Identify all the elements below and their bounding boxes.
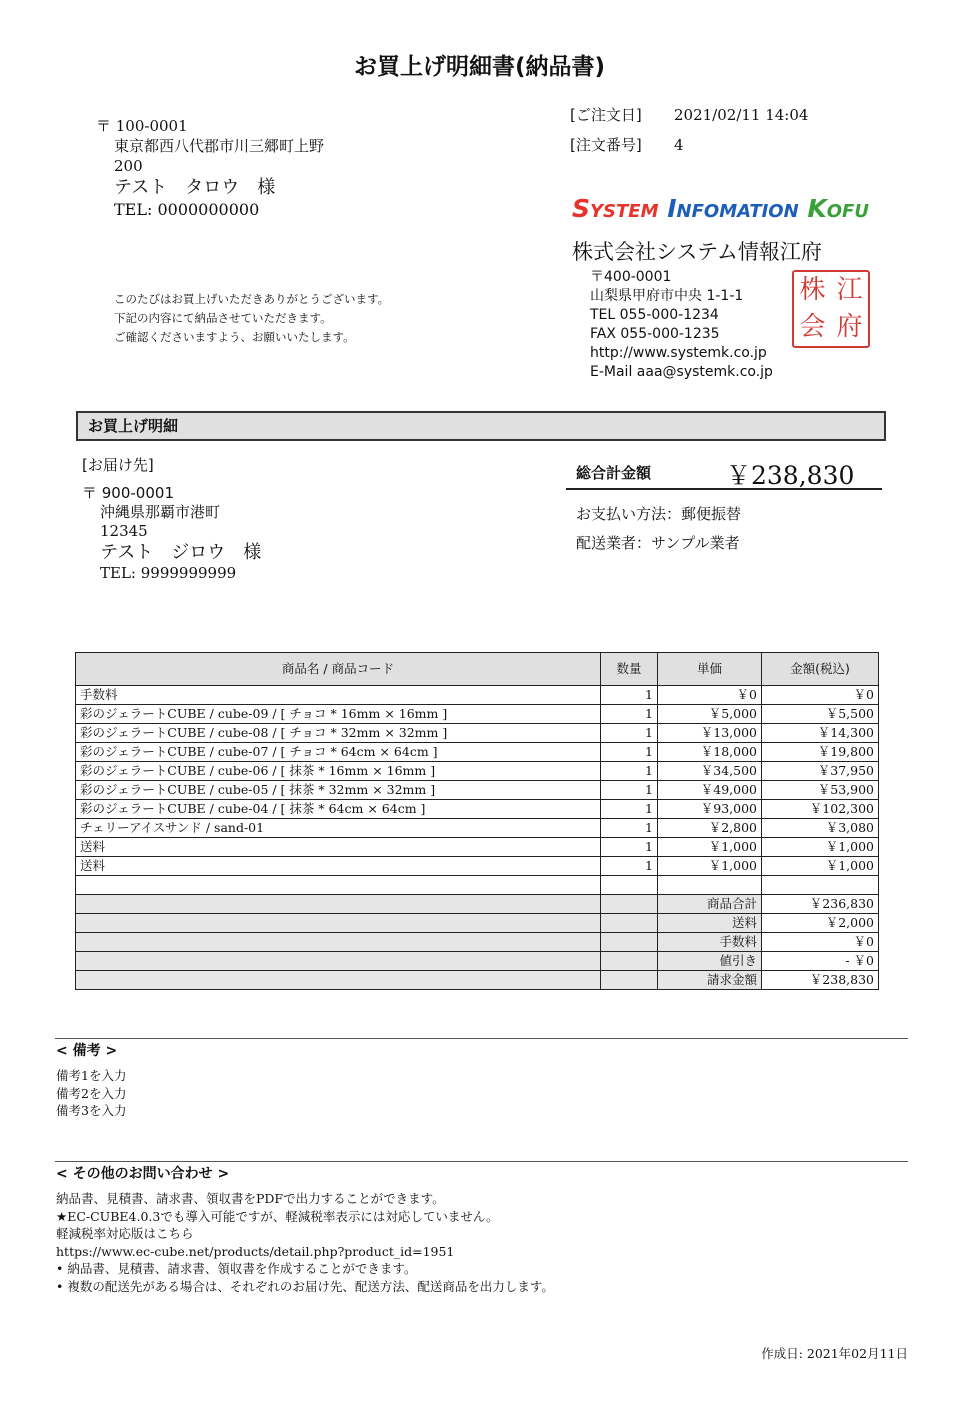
shipping-tel: TEL: 9999999999 xyxy=(100,564,237,582)
company-seal-stamp: 株 江 会 府 xyxy=(792,270,870,348)
quantity-cell: 1 xyxy=(601,857,658,876)
company-address: 山梨県甲府市中央 1-1-1 xyxy=(590,288,744,304)
logo-letter: S xyxy=(572,194,591,223)
table-row xyxy=(76,724,879,743)
amount-cell: ￥14,300 xyxy=(762,724,879,743)
shipping-address-block xyxy=(82,456,261,583)
amount-cell: ￥19,800 xyxy=(762,743,879,762)
order-number-label: [注文番号] xyxy=(570,136,642,154)
grand-total-label: 総合計金額 xyxy=(576,464,652,482)
logo-word: YSTEM xyxy=(590,201,659,222)
customer-postal: 〒 100-0001 xyxy=(96,117,188,135)
customer-address-line2: 200 xyxy=(114,157,143,175)
order-info xyxy=(570,100,808,160)
greeting-line: このたびはお買上げいただきありがとうございます。 xyxy=(114,292,390,306)
item-name-cell: 彩のジェラートCUBE / cube-09 / [ チョコ * 16mm × 16mm ] xyxy=(76,705,601,724)
quantity-cell: 1 xyxy=(601,686,658,705)
shipping-name: テスト ジロウ 様 xyxy=(100,542,262,563)
divider xyxy=(55,1161,908,1162)
summary-label: 手数料 xyxy=(658,933,762,952)
customer-tel: TEL: 0000000000 xyxy=(114,200,260,219)
summary-label: 請求金額 xyxy=(658,971,762,990)
contact-line: 軽減税率対応版はこちら xyxy=(56,1226,194,1241)
table-row xyxy=(76,781,879,800)
contact-link[interactable]: https://www.ec-cube.net/products/detail.php?product_id=1951 xyxy=(56,1243,455,1259)
customer-address-line1: 東京都西八代郡市川三郷町上野 xyxy=(114,137,325,155)
contact-line: • 複数の配送先がある場合は、それぞれのお届け先、配送方法、配送商品を出力します。 xyxy=(56,1278,554,1294)
table-row xyxy=(76,705,879,724)
unit-price-cell: ￥34,500 xyxy=(658,762,762,781)
summary-value: ￥2,000 xyxy=(762,914,879,933)
company-fax: FAX 055-000-1235 xyxy=(590,326,720,342)
summary-value: ￥0 xyxy=(762,933,879,952)
shipping-address-line2: 12345 xyxy=(100,522,148,540)
amount-cell: ￥37,950 xyxy=(762,762,879,781)
amount-cell: ￥53,900 xyxy=(762,781,879,800)
grand-total xyxy=(566,456,882,490)
customer-address-block xyxy=(96,116,324,220)
notes-body xyxy=(56,1067,126,1120)
contact-line: 納品書、見積書、請求書、領収書をPDFで出力することができます。 xyxy=(56,1191,445,1206)
company-tel: TEL 055-000-1234 xyxy=(590,307,719,323)
quantity-cell: 1 xyxy=(601,781,658,800)
greeting-line: ご確認くださいますよう、お願いいたします。 xyxy=(114,330,355,344)
summary-value: ￥236,830 xyxy=(762,895,879,914)
unit-price-cell: ￥0 xyxy=(658,686,762,705)
shipping-label: [お届け先] xyxy=(82,456,154,474)
unit-price-cell: ￥13,000 xyxy=(658,724,762,743)
column-header: 数量 xyxy=(601,653,658,686)
logo-word: OFU xyxy=(826,201,869,222)
item-name-cell: 彩のジェラートCUBE / cube-07 / [ チョコ * 64cm × 64cm ] xyxy=(76,743,601,762)
quantity-cell: 1 xyxy=(601,705,658,724)
quantity-cell: 1 xyxy=(601,743,658,762)
section-header-details xyxy=(76,411,886,441)
summary-row xyxy=(76,933,879,952)
item-name-cell: 彩のジェラートCUBE / cube-08 / [ チョコ * 32mm × 32mm ] xyxy=(76,724,601,743)
table-row xyxy=(76,800,879,819)
summary-label: 商品合計 xyxy=(658,895,762,914)
item-name-cell: 送料 xyxy=(76,838,601,857)
summary-label: 送料 xyxy=(658,914,762,933)
item-name-cell: 彩のジェラートCUBE / cube-05 / [ 抹茶 * 32mm × 32mm ] xyxy=(76,781,601,800)
amount-cell: ￥1,000 xyxy=(762,838,879,857)
logo-letter: K xyxy=(807,194,827,223)
company-postal: 〒400-0001 xyxy=(590,269,672,285)
note-line: 備考2を入力 xyxy=(56,1085,127,1101)
summary-row xyxy=(76,952,879,971)
section-title: お買上げ明細 xyxy=(88,417,179,435)
summary-value: ￥238,830 xyxy=(762,971,879,990)
table-row xyxy=(76,838,879,857)
note-line: 備考1を入力 xyxy=(56,1068,127,1083)
delivery-company: 配送業者：サンプル業者 xyxy=(576,534,740,552)
item-name-cell: 彩のジェラートCUBE / cube-04 / [ 抹茶 * 64cm × 64cm ] xyxy=(76,800,601,819)
quantity-cell: 1 xyxy=(601,819,658,838)
item-name-cell: 手数料 xyxy=(76,686,601,705)
table-row xyxy=(76,762,879,781)
quantity-cell: 1 xyxy=(601,838,658,857)
contact-body xyxy=(56,1190,554,1295)
column-header: 金額(税込) xyxy=(762,653,879,686)
item-name-cell: 送料 xyxy=(76,857,601,876)
divider xyxy=(55,1038,908,1039)
item-name-cell: チェリーアイスサンド / sand-01 xyxy=(76,819,601,838)
contact-line: ★EC-CUBE4.0.3でも導入可能ですが、軽減税率表示には対応していません。 xyxy=(56,1208,499,1224)
unit-price-cell: ￥5,000 xyxy=(658,705,762,724)
table-row xyxy=(76,819,879,838)
table-header-row xyxy=(76,653,879,686)
note-line: 備考3を入力 xyxy=(56,1103,127,1118)
amount-cell: ￥3,080 xyxy=(762,819,879,838)
unit-price-cell: ￥1,000 xyxy=(658,857,762,876)
unit-price-cell: ￥2,800 xyxy=(658,819,762,838)
order-date-label: [ご注文日] xyxy=(570,106,642,124)
unit-price-cell: ￥49,000 xyxy=(658,781,762,800)
payment-delivery-info xyxy=(576,500,741,558)
shipping-address-line1: 沖縄県那覇市港町 xyxy=(100,503,221,521)
grand-total-value: ￥238,830 xyxy=(726,461,855,490)
table-row xyxy=(76,857,879,876)
items-table xyxy=(75,652,879,990)
order-number: 4 xyxy=(674,136,684,154)
quantity-cell: 1 xyxy=(601,800,658,819)
created-date: 作成日: 2021年02月11日 xyxy=(761,1346,908,1361)
summary-label: 値引き xyxy=(658,952,762,971)
customer-name: テスト タロウ 様 xyxy=(114,177,276,198)
item-name-cell: 彩のジェラートCUBE / cube-06 / [ 抹茶 * 16mm × 16mm ] xyxy=(76,762,601,781)
table-row xyxy=(76,743,879,762)
amount-cell: ￥0 xyxy=(762,686,879,705)
amount-cell: ￥5,500 xyxy=(762,705,879,724)
document-title: お買上げ明細書(納品書) xyxy=(353,54,606,80)
order-date: 2021/02/11 14:04 xyxy=(674,106,809,124)
blank-row xyxy=(76,876,879,895)
unit-price-cell: ￥93,000 xyxy=(658,800,762,819)
company-name: 株式会社システム情報江府 xyxy=(572,240,822,264)
amount-cell: ￥102,300 xyxy=(762,800,879,819)
column-header: 単価 xyxy=(658,653,762,686)
summary-row xyxy=(76,895,879,914)
notes-heading: < 備考 > xyxy=(56,1043,118,1059)
amount-cell: ￥1,000 xyxy=(762,857,879,876)
contact-line: • 納品書、見積書、請求書、領収書を作成することができます。 xyxy=(56,1261,417,1276)
logo-letter: I xyxy=(667,194,677,223)
company-url: http://www.systemk.co.jp xyxy=(590,345,767,361)
table-row xyxy=(76,686,879,705)
greeting-message xyxy=(114,290,389,347)
company-contact xyxy=(590,268,773,382)
logo-word: NFOMATION xyxy=(676,201,799,222)
payment-method: お支払い方法：郵便振替 xyxy=(576,505,742,523)
company-logo xyxy=(572,194,869,230)
quantity-cell: 1 xyxy=(601,724,658,743)
company-email: E-Mail aaa@systemk.co.jp xyxy=(590,364,773,380)
unit-price-cell: ￥18,000 xyxy=(658,743,762,762)
shipping-postal: 〒 900-0001 xyxy=(82,484,174,502)
column-header: 商品名 / 商品コード xyxy=(76,653,601,686)
greeting-line: 下記の内容にて納品させていただきます。 xyxy=(114,311,332,325)
summary-row xyxy=(76,971,879,990)
summary-value: - ￥0 xyxy=(762,952,879,971)
contact-heading: < その他のお問い合わせ > xyxy=(56,1166,230,1182)
summary-row xyxy=(76,914,879,933)
unit-price-cell: ￥1,000 xyxy=(658,838,762,857)
quantity-cell: 1 xyxy=(601,762,658,781)
